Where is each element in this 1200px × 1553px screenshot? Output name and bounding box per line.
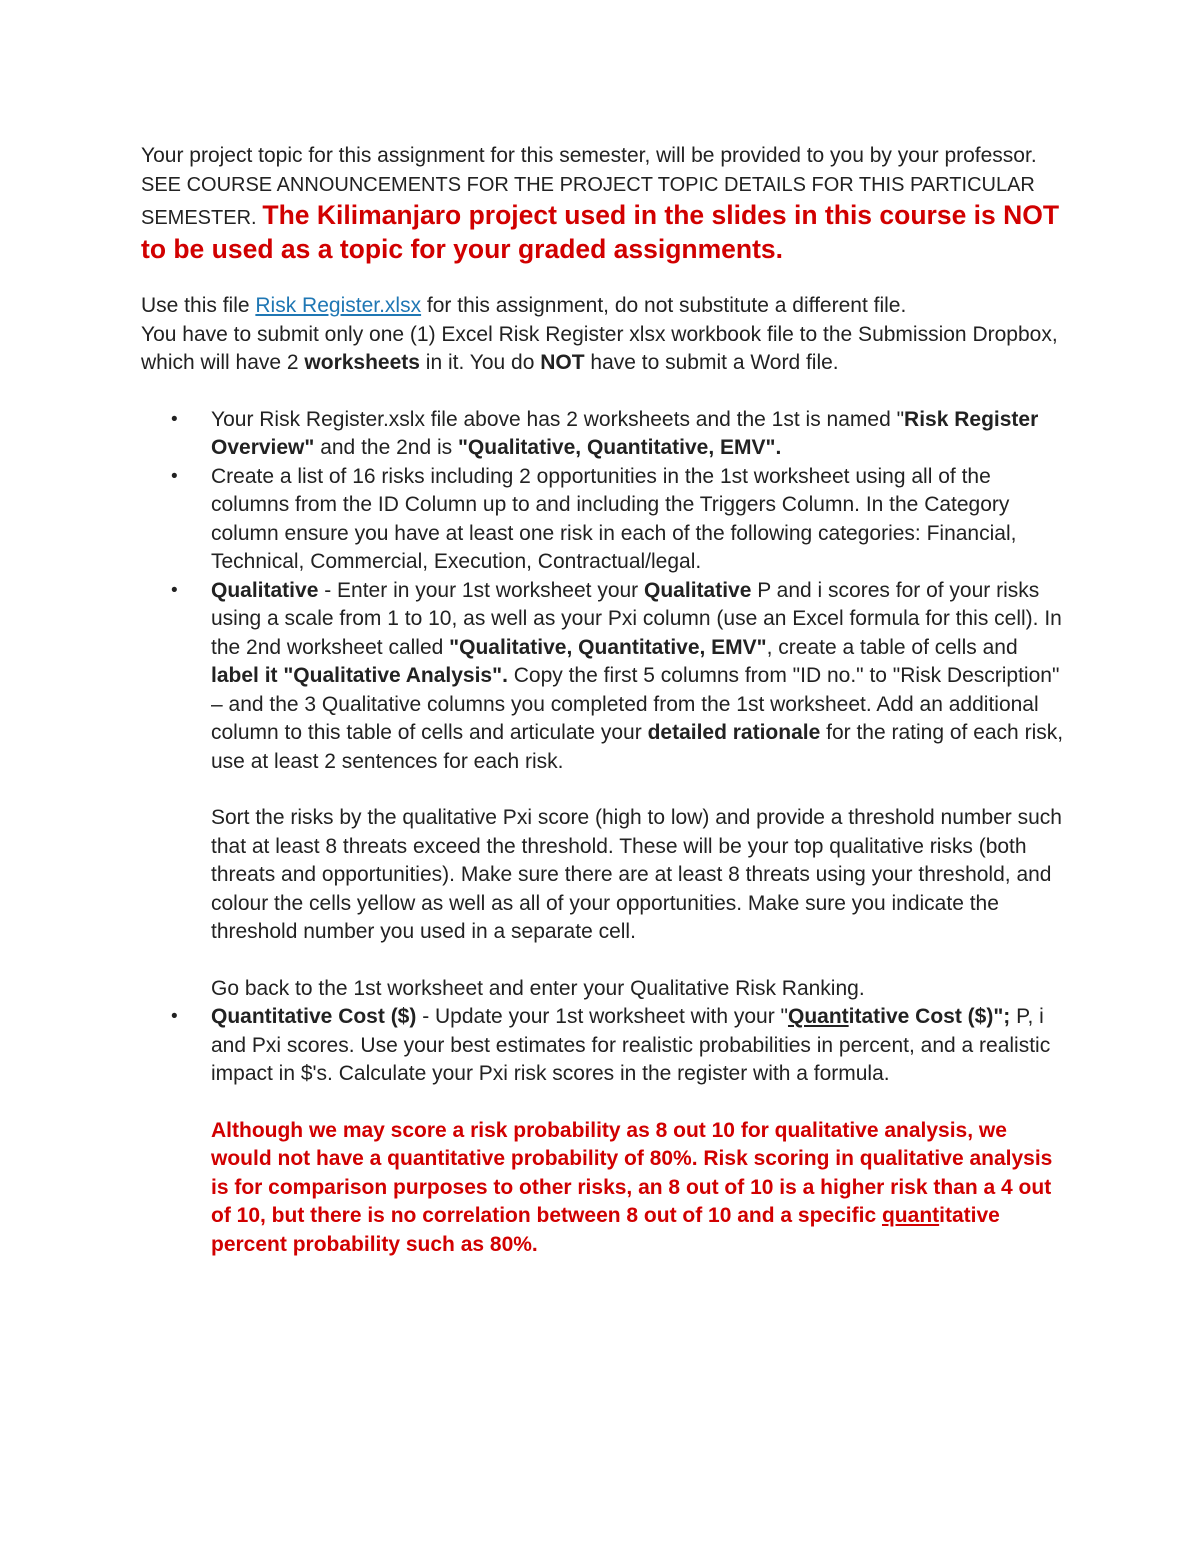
b4-bold-rest: itative Cost ($)"; <box>848 1005 1011 1028</box>
b3-sort-paragraph: Sort the risks by the qualitative Pxi score (high to low) and provide a threshold number such that at least 8 threats exceed the threshold. These will be your top qualitative risks (both threats and opportunities). Make sure there are at least 8 threats using your threshold, and colour the cells yellow as well as all of your opportunities. Make sure you indicate the threshold number you used in a separate cell. <box>211 806 1062 943</box>
file-text-post: for this assignment, do not substitute a different file. <box>421 294 907 317</box>
b2-text: Create a list of 16 risks including 2 opportunities in the 1st worksheet using all of the columns from the ID Column up to and including the Triggers Column. In the Category column ensure you have at least one risk in each of the following categories: Financial, Technical, Commercial, Execution, Contractual/legal. <box>211 464 1017 573</box>
warn-text-1: Although we may score a risk probability as 8 out 10 for qualitative analysis, we would not have a quantitative probability of 80%. Risk scoring in qualitative analysis is for comparison purposes to other risks, an 8 out of 10 is a higher risk than a 4 out of 10, but there is no correlation between 8 out of 10 and a specific <box>211 1118 1053 1227</box>
warn-underlined: quant <box>881 1204 940 1227</box>
b1-bold-1: Risk Register Overview" <box>211 407 1039 459</box>
b3-text-4: Copy the first 5 columns from "ID no." to "Risk Description" – and the 3 Qualitative columns you completed from the 1st worksheet. Add an additional column to this table of cells and articulate your <box>211 664 1060 744</box>
instructions-list <box>141 406 1071 1260</box>
submit-text-3: have to submit a Word file. <box>584 351 839 374</box>
bullet-icon: • <box>171 1006 178 1027</box>
list-item <box>141 1003 1071 1259</box>
document-body <box>141 142 1071 1259</box>
b3-bold-1: Qualitative <box>211 578 319 602</box>
b3-bold-4: label it "Qualitative Analysis". <box>211 664 508 687</box>
file-paragraph <box>141 292 1071 378</box>
list-item <box>141 463 1071 577</box>
b4-underlined: Quant <box>787 1005 849 1028</box>
b4-text-1: - Update your 1st worksheet with your " <box>416 1005 788 1028</box>
b3-text-1: - Enter in your 1st worksheet your <box>318 578 645 602</box>
bullet-icon: • <box>171 465 178 487</box>
b3-text-3: , create a table of cells and <box>766 635 1018 659</box>
b3-bold-3: "Qualitative, Quantitative, EMV" <box>449 635 767 659</box>
bullet-icon: • <box>171 579 178 601</box>
intro-paragraph <box>141 142 1071 266</box>
file-text-pre: Use this file <box>141 294 256 317</box>
submit-not: NOT <box>540 351 585 374</box>
bullet-icon: • <box>171 408 178 430</box>
list-item <box>141 406 1071 463</box>
b3-bold-2: Qualitative <box>644 578 752 602</box>
intro-text: Your project topic for this assignment for this semester, will be provided to you by your professor. <box>141 144 1037 167</box>
submit-text: You have to submit only one (1) Excel Risk Register xlsx workbook file to the Submission Dropbox, which will have 2 <box>141 322 1058 374</box>
b4-bold-1: Quantitative Cost ($) <box>211 1005 417 1028</box>
b3-text-5: for the rating of each risk, use at least 2 sentences for each risk. <box>211 721 1064 773</box>
b3-bold-5: detailed rationale <box>647 721 821 744</box>
warn-text-2: itative percent probability such as 80%. <box>211 1204 1000 1256</box>
b4-bold-2 <box>788 1005 1010 1028</box>
intro-caps-notice: SEE COURSE ANNOUNCEMENTS FOR THE PROJECT TOPIC DETAILS FOR THIS PARTICULAR SEMESTER. <box>141 173 1035 229</box>
qualitative-vs-quantitative-warning <box>211 1117 1071 1260</box>
b1-text-2: and the 2nd is <box>314 436 458 459</box>
b4-text-2: P, i and Pxi scores. Use your best estimates for realistic probabilities in percent, and a realistic impact in $'s. Calculate your Pxi risk scores in the register with a formula. <box>211 1005 1051 1085</box>
submit-text-2: in it. You do <box>419 351 541 374</box>
b3-goback-paragraph: Go back to the 1st worksheet and enter your Qualitative Risk Ranking. <box>211 976 865 1000</box>
b3-text-2: P and i scores for of your risks using a scale from 1 to 10, as well as your Pxi column (use an Excel formula for this cell). In the 2nd worksheet called <box>211 578 1062 659</box>
risk-register-link[interactable]: Risk Register.xlsx <box>255 294 422 317</box>
kilimanjaro-warning: The Kilimanjaro project used in the slides in this course is NOT to be used as a topic for your graded assignments. <box>141 200 1060 264</box>
list-item <box>141 577 1071 1004</box>
b1-text: Your Risk Register.xslx file above has 2 worksheets and the 1st is named " <box>211 407 905 431</box>
submit-worksheets: worksheets <box>304 351 420 374</box>
b1-bold-2: "Qualitative, Quantitative, EMV". <box>457 436 782 459</box>
